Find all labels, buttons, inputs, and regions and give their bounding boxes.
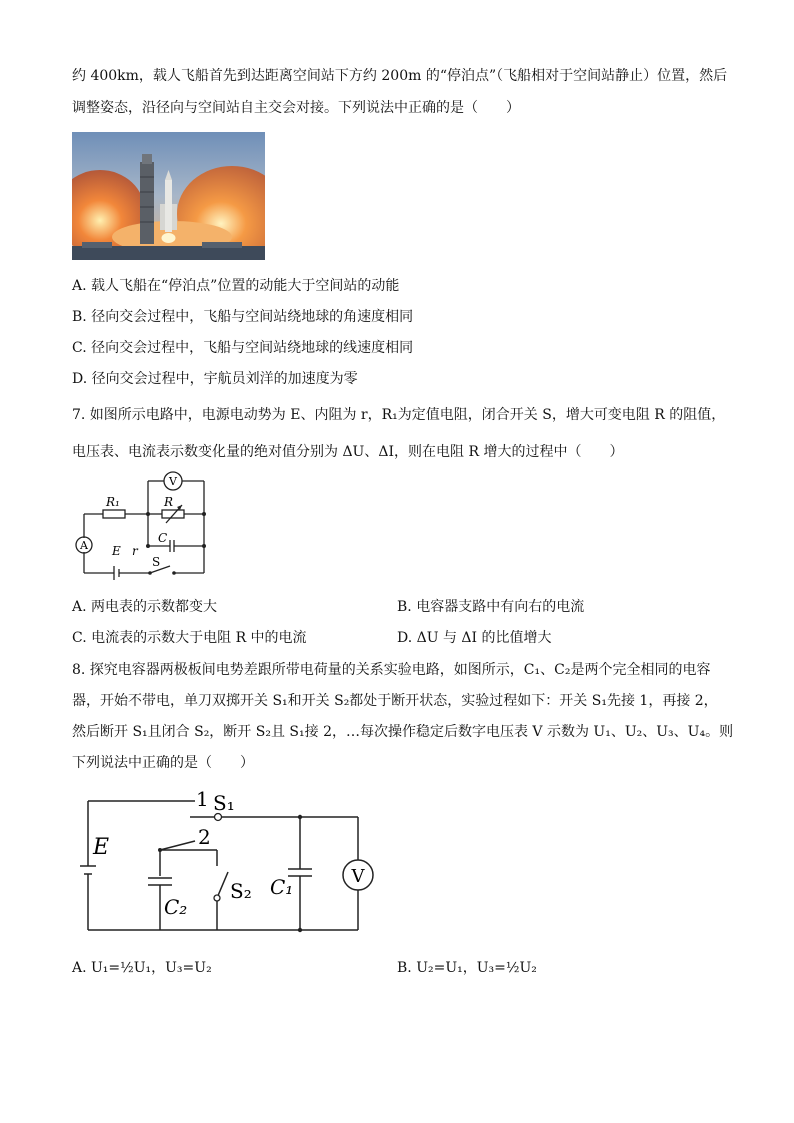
e-label: E	[112, 544, 121, 558]
rocket-launch-photo	[72, 132, 265, 260]
q6-option-a: A. 载人飞船在“停泊点”位置的动能大于空间站的动能	[72, 278, 400, 294]
q6-option-b: B. 径向交会过程中，飞船与空间站绕地球的角速度相同	[72, 309, 414, 325]
q8-line-2: 器，开始不带电，单刀双掷开关 S₁和开关 S₂都处于断开状态，实验过程如下：开关 S₁先接 1，再接 2，	[72, 693, 718, 709]
s2-label: S₂	[230, 879, 252, 903]
s-label: S	[152, 555, 161, 569]
q7-option-d: D. ΔU 与 ΔI 的比值增大	[397, 630, 552, 646]
r1-label: R₁	[106, 495, 120, 509]
q6-option-d: D. 径向交会过程中，宇航员刘洋的加速度为零	[72, 371, 358, 387]
q6-line-2: 调整姿态，沿径向与空间站自主交会对接。下列说法中正确的是（ ）	[72, 100, 520, 116]
q7-option-a: A. 两电表的示数都变大	[72, 599, 218, 615]
q7-option-b: B. 电容器支路中有向右的电流	[397, 599, 585, 615]
q7-line-2: 电压表、电流表示数变化量的绝对值分别为 ΔU、ΔI，则在电阻 R 增大的过程中（ ）	[72, 444, 624, 460]
contact-2-label: 2	[198, 825, 211, 849]
r-internal-label: r	[132, 544, 138, 558]
q7-circuit-diagram	[70, 466, 220, 581]
c2-label: C₂	[164, 895, 188, 919]
c1-label: C₁	[270, 875, 294, 899]
e-label: E	[93, 835, 110, 860]
s1-label: S₁	[213, 791, 235, 815]
q7-option-c: C. 电流表的示数大于电阻 R 中的电流	[72, 630, 307, 646]
q7-line-1: 7. 如图所示电路中，电源电动势为 E、内阻为 r，R₁为定值电阻，闭合开关 S，增大可变电阻 R 的阻值，	[72, 407, 726, 423]
ammeter-label: A	[80, 539, 88, 552]
q8-line-3: 然后断开 S₁且闭合 S₂，断开 S₂且 S₁接 2，…每次操作稳定后数字电压表 V 示数为 U₁、U₂、U₃、U₄。则	[72, 724, 734, 740]
voltmeter-label: V	[169, 475, 177, 488]
q6-line-1: 约 400km，载人飞船首先到达距离空间站下方约 200m 的“停泊点”（飞船相对于空间站静止）位置，然后	[72, 68, 728, 84]
c-label: C	[158, 531, 168, 545]
voltmeter-label: V	[351, 866, 365, 887]
q8-option-a: A. U₁=½U₁，U₃=U₂	[72, 960, 212, 976]
q8-line-1: 8. 探究电容器两极板间电势差跟所带电荷量的关系实验电路，如图所示，C₁、C₂是两个完全相同的电容	[72, 662, 711, 678]
q8-circuit-diagram	[80, 786, 380, 936]
q8-option-b: B. U₂=U₁，U₃=½U₂	[397, 960, 537, 976]
r-label: R	[164, 495, 174, 509]
q8-line-4: 下列说法中正确的是（ ）	[72, 755, 254, 771]
q6-option-c: C. 径向交会过程中，飞船与空间站绕地球的线速度相同	[72, 340, 414, 356]
contact-1-label: 1	[196, 787, 209, 811]
